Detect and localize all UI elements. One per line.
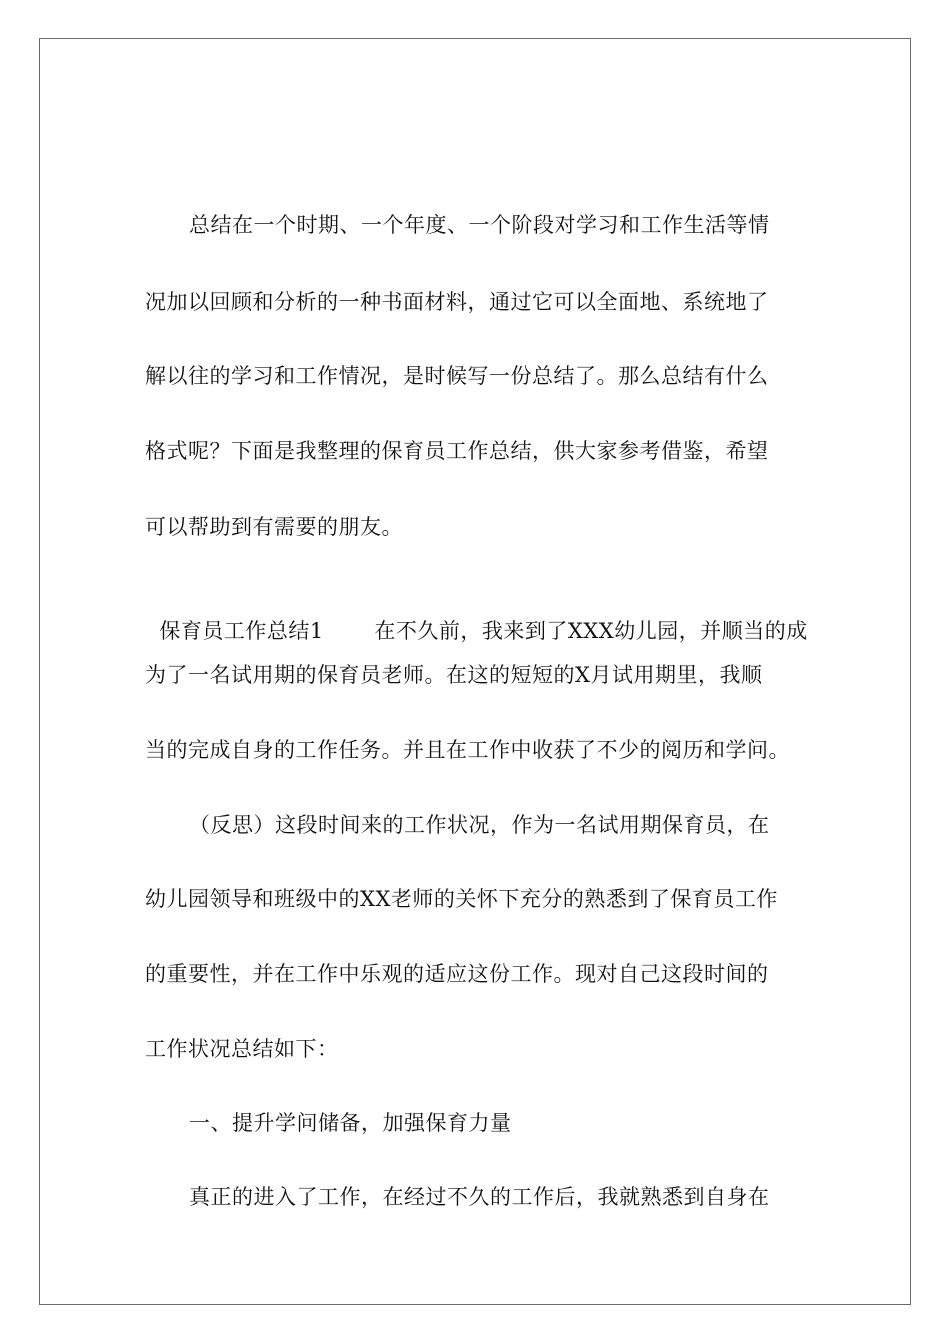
paragraph-line: 格式呢？下面是我整理的保育员工作总结，供大家参考借鉴，希望 <box>145 439 769 463</box>
paragraph-line: 工作状况总结如下： <box>145 1037 339 1061</box>
paragraph-line: 总结在一个时期、一个年度、一个阶段对学习和工作生活等情 <box>189 213 770 237</box>
paragraph-line: （反思）这段时间来的工作状况，作为一名试用期保育员，在 <box>189 813 770 837</box>
section-title: 保育员工作总结1 <box>159 619 324 643</box>
paragraph-line: 当的完成自身的工作任务。并且在工作中收获了不少的阅历和学问。 <box>145 738 790 762</box>
paragraph-line: 在不久前，我来到了XXX幼儿园，并顺当的成 <box>374 619 808 643</box>
paragraph-line: 况加以回顾和分析的一种书面材料，通过它可以全面地、系统地了 <box>145 290 769 314</box>
paragraph-line: 幼儿园领导和班级中的XX老师的关怀下充分的熟悉到了保育员工作 <box>145 887 778 911</box>
paragraph-line: 为了一名试用期的保育员老师。在这的短短的X月试用期里，我顺 <box>145 663 763 687</box>
paragraph-line: 的重要性，并在工作中乐观的适应这份工作。现对自己这段时间的 <box>145 962 769 986</box>
subheading: 一、提升学问储备，加强保育力量 <box>189 1111 512 1135</box>
paragraph-line: 解以往的学习和工作情况，是时候写一份总结了。那么总结有什么 <box>145 364 769 388</box>
section-heading-row <box>145 586 808 646</box>
paragraph-line: 可以帮助到有需要的朋友。 <box>145 515 403 539</box>
paragraph-line: 真正的进入了工作，在经过不久的工作后，我就熟悉到自身在 <box>189 1185 770 1209</box>
